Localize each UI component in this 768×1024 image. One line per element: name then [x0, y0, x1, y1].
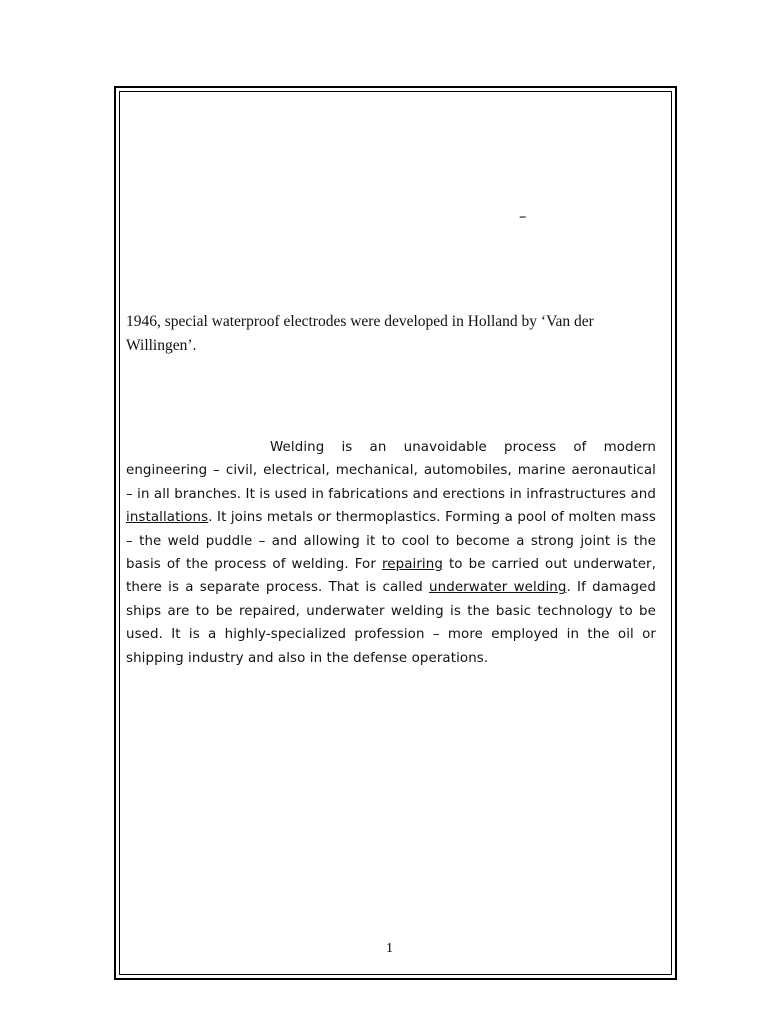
page-number: 1: [386, 941, 393, 956]
text-segment: to be carried out underwater, there is a separate process. That is called: [126, 557, 657, 596]
stray-dash: –: [519, 207, 527, 225]
text-segment: . If damaged ships are to be repaired, underwater welding is the basic technology to be used. It is a highly-specialized profession – more employed in the oil or shipping industry and also in the defense operations.: [126, 580, 656, 666]
paragraph-history: 1946, special waterproof electrodes were developed in Holland by ‘Van der Willingen’.: [126, 313, 594, 354]
link-repairing[interactable]: repairing: [381, 557, 443, 573]
text-segment: Welding is an unavoidable process of modern engineering – civil, electrical, mechanical, automobiles, marine aeronautical – in all branches. It is used in fabrications and erections in infrastructures and: [126, 440, 656, 502]
link-installations[interactable]: installations: [126, 510, 209, 526]
link-underwater-welding[interactable]: underwater welding: [429, 580, 567, 596]
text-segment: . It joins metals or thermoplastics. Forming a pool of molten mass – the weld puddle – and allowing it to cool to become a strong joint is the basis of the process of welding. For: [126, 510, 656, 573]
paragraph-welding-intro: [126, 436, 656, 670]
